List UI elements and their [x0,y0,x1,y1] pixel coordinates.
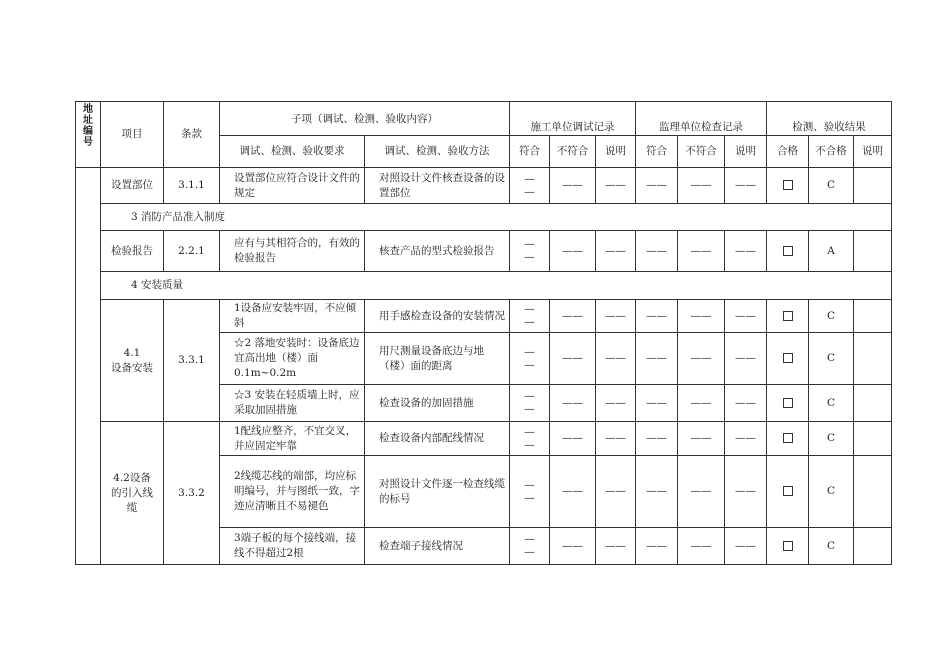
header-result: 检测、验收结果 [767,102,892,136]
conform-mark: — — [510,385,550,422]
row-method: 用手感检查设备的安装情况 [365,300,510,333]
result-code: A [809,231,854,272]
supervision-note-mark: —— [725,385,767,422]
result-code: C [809,168,854,204]
supervision-nonconform-mark: —— [678,528,725,565]
conform-mark: — — [510,300,550,333]
result-note [854,422,892,456]
row-req: 2线缆芯线的端部，均应标明编号，并与图纸一致，字迹应清晰且不易褪色 [220,456,365,528]
result-code: C [809,300,854,333]
note-mark: —— [596,385,636,422]
qualified-checkbox[interactable] [767,231,809,272]
header-address-code: 地址编号 [76,102,101,168]
note-mark: —— [596,168,636,204]
row-req: ☆2 落地安装时：设备底边宜高出地（楼）面 0.1m~0.2m [220,333,365,385]
conform-mark: — — [510,528,550,565]
header-supervision: 监理单位检查记录 [636,102,767,136]
row-req: 1配线应整齐，不宜交叉，并应固定牢靠 [220,422,365,456]
supervision-conform-mark: —— [636,528,678,565]
supervision-conform-mark: —— [636,456,678,528]
qualified-checkbox[interactable] [767,333,809,385]
supervision-nonconform-mark: —— [678,422,725,456]
supervision-note-mark: —— [725,422,767,456]
nonconform-mark: —— [550,300,596,333]
result-note [854,333,892,385]
checkbox-square-icon [783,541,793,551]
supervision-conform-mark: —— [636,300,678,333]
qualified-checkbox[interactable] [767,456,809,528]
nonconform-mark: —— [550,528,596,565]
checkbox-square-icon [783,353,793,363]
row-clause: 2.2.1 [164,231,220,272]
row-req: 设置部位应符合设计文件的规定 [220,168,365,204]
header-qualified: 合格 [767,136,809,168]
row-method: 用尺测量设备底边与地（楼）面的距离 [365,333,510,385]
nonconform-mark: —— [550,422,596,456]
row-method: 对照设计文件核查设备的设置部位 [365,168,510,204]
header-note-1: 说明 [596,136,636,168]
supervision-note-mark: —— [725,168,767,204]
address-code-cell [76,168,101,565]
result-code: C [809,456,854,528]
section-title: 3 消防产品准入制度 [101,204,892,231]
group-clause: 3.3.2 [164,422,220,565]
result-code: C [809,333,854,385]
header-sub-item: 子项（调试、检测、验收内容） [220,102,510,136]
row-method: 检查端子接线情况 [365,528,510,565]
nonconform-mark: —— [550,333,596,385]
header-item: 项目 [101,102,164,168]
section-title: 4 安装质量 [101,272,892,300]
result-code: C [809,528,854,565]
conform-mark: — — [510,333,550,385]
row-method: 对照设计文件逐一检查线缆的标号 [365,456,510,528]
row-req: ☆3 安装在轻质墙上时，应采取加固措施 [220,385,365,422]
result-note [854,528,892,565]
header-conform-2: 符合 [636,136,678,168]
note-mark: —— [596,422,636,456]
note-mark: —— [596,231,636,272]
result-note [854,168,892,204]
supervision-nonconform-mark: —— [678,456,725,528]
supervision-note-mark: —— [725,456,767,528]
supervision-nonconform-mark: —— [678,168,725,204]
nonconform-mark: —— [550,168,596,204]
qualified-checkbox[interactable] [767,385,809,422]
checkbox-square-icon [783,180,793,190]
result-code: C [809,385,854,422]
result-note [854,231,892,272]
supervision-nonconform-mark: —— [678,231,725,272]
supervision-note-mark: —— [725,231,767,272]
supervision-conform-mark: —— [636,385,678,422]
conform-mark: — — [510,422,550,456]
conform-mark: — — [510,456,550,528]
header-clause: 条款 [164,102,220,168]
row-method: 检查设备的加固措施 [365,385,510,422]
nonconform-mark: —— [550,385,596,422]
group-item: 4.1 设备安装 [101,300,164,422]
result-code: C [809,422,854,456]
header-nonconform-2: 不符合 [678,136,725,168]
group-item: 4.2设备 的引入线 缆 [101,422,164,565]
row-item: 设置部位 [101,168,164,204]
header-conform-1: 符合 [510,136,550,168]
supervision-note-mark: —— [725,300,767,333]
row-item: 检验报告 [101,231,164,272]
row-method: 检查设备内部配线情况 [365,422,510,456]
checkbox-square-icon [783,398,793,408]
header-method: 调试、检测、验收方法 [365,136,510,168]
qualified-checkbox[interactable] [767,168,809,204]
checkbox-square-icon [783,486,793,496]
header-note-2: 说明 [725,136,767,168]
result-note [854,456,892,528]
result-note [854,300,892,333]
note-mark: —— [596,300,636,333]
nonconform-mark: —— [550,231,596,272]
supervision-conform-mark: —— [636,231,678,272]
conform-mark: — — [510,231,550,272]
row-req: 应有与其相符合的，有效的检验报告 [220,231,365,272]
nonconform-mark: —— [550,456,596,528]
supervision-nonconform-mark: —— [678,300,725,333]
supervision-note-mark: —— [725,333,767,385]
qualified-checkbox[interactable] [767,422,809,456]
note-mark: —— [596,528,636,565]
supervision-conform-mark: —— [636,422,678,456]
header-req: 调试、检测、验收要求 [220,136,365,168]
note-mark: —— [596,333,636,385]
checkbox-square-icon [783,433,793,443]
group-clause: 3.3.1 [164,300,220,422]
supervision-note-mark: —— [725,528,767,565]
header-unqualified: 不合格 [809,136,854,168]
inspection-table [75,101,892,565]
note-mark: —— [596,456,636,528]
result-note [854,385,892,422]
qualified-checkbox[interactable] [767,300,809,333]
conform-mark: — — [510,168,550,204]
row-method: 核查产品的型式检验报告 [365,231,510,272]
supervision-nonconform-mark: —— [678,385,725,422]
row-req: 1设备应安装牢固，不应倾斜 [220,300,365,333]
header-nonconform-1: 不符合 [550,136,596,168]
checkbox-square-icon [783,311,793,321]
row-req: 3端子板的每个接线端，接线不得超过2根 [220,528,365,565]
row-clause: 3.1.1 [164,168,220,204]
checkbox-square-icon [783,246,793,256]
supervision-nonconform-mark: —— [678,333,725,385]
header-note-3: 说明 [854,136,892,168]
supervision-conform-mark: —— [636,168,678,204]
header-construction: 施工单位调试记录 [510,102,636,136]
supervision-conform-mark: —— [636,333,678,385]
qualified-checkbox[interactable] [767,528,809,565]
